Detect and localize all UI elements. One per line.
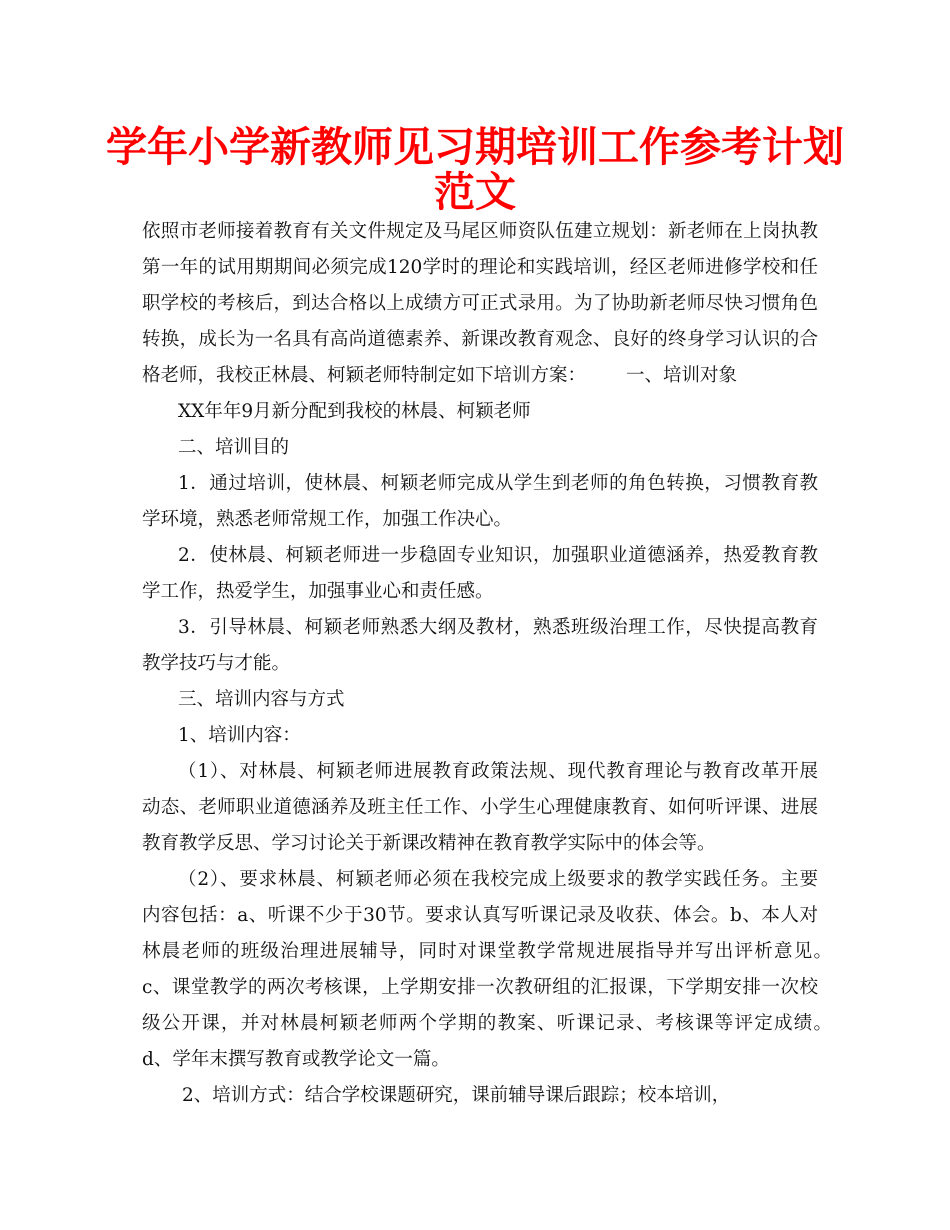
body-line: 级公开课，并对林晨柯颖老师两个学期的教案、听课记录、考核课等评定成绩。: [142, 1013, 832, 1034]
body-line: 依照市老师接着教育有关文件规定及马尾区师资队伍建立规划：新老师在上岗执教: [142, 221, 818, 242]
body-line: 职学校的考核后，到达合格以上成绩方可正式录用。为了协助新老师尽快习惯角色: [142, 293, 818, 314]
body-line: 3．引导林晨、柯颖老师熟悉大纲及教材，熟悉班级治理工作，尽快提高教育: [178, 617, 818, 638]
body-line: 转换，成长为一名具有高尚道德素养、新课改教育观念、良好的终身学习认识的合: [142, 329, 818, 350]
body-line: 学工作，热爱学生，加强事业心和责任感。: [142, 581, 494, 602]
body-line: 学环境，熟悉老师常规工作，加强工作决心。: [142, 509, 513, 530]
section-heading: 一、培训对象: [626, 365, 738, 386]
section-heading: 二、培训目的: [178, 437, 290, 458]
body-line: 2、培训方式：结合学校课题研究，课前辅导课后跟踪；校本培训，: [182, 1085, 731, 1106]
body-line: 格老师，我校正林晨、柯颖老师特制定如下培训方案：: [142, 365, 587, 386]
body-line: c、课堂教学的两次考核课，上学期安排一次教研组的汇报课，下学期安排一次校: [142, 977, 818, 998]
sub-heading: 1、培训内容：: [178, 725, 301, 746]
body-line: XX年年9月新分配到我校的林晨、柯颖老师: [178, 401, 531, 422]
body-line: （1）、对林晨、柯颖老师进展教育政策法规、现代教育理论与教育改革开展: [178, 761, 818, 782]
body-line: 内容包括：a、听课不少于30节。要求认真写听课记录及收获、体会。b、本人对: [142, 905, 818, 926]
document-title-line-1: 学年小学新教师见习期培训工作参考计划: [106, 123, 844, 171]
body-line: 第一年的试用期期间必须完成120学时的理论和实践培训，经区老师进修学校和任: [142, 257, 818, 278]
section-heading: 三、培训内容与方式: [178, 689, 345, 710]
body-line: 教学技巧与才能。: [142, 653, 291, 674]
body-line: 动态、老师职业道德涵养及班主任工作、小学生心理健康教育、如何听评课、进展: [142, 797, 818, 818]
body-line: 2．使林晨、柯颖老师进一步稳固专业知识，加强职业道德涵养，热爱教育教: [178, 545, 818, 566]
body-line: 1．通过培训，使林晨、柯颖老师完成从学生到老师的角色转换，习惯教育教: [178, 473, 818, 494]
body-line: d、学年末撰写教育或教学论文一篇。: [142, 1049, 450, 1070]
body-line: 林晨老师的班级治理进展辅导，同时对课堂教学常规进展指导并写出评析意见。: [142, 941, 832, 962]
body-line: （2）、要求林晨、柯颖老师必须在我校完成上级要求的教学实践任务。主要: [178, 869, 818, 890]
body-line: 教育教学反思、学习讨论关于新课改精神在教育教学实际中的体会等。: [142, 833, 716, 854]
document-title-line-2: 范文: [434, 168, 516, 216]
